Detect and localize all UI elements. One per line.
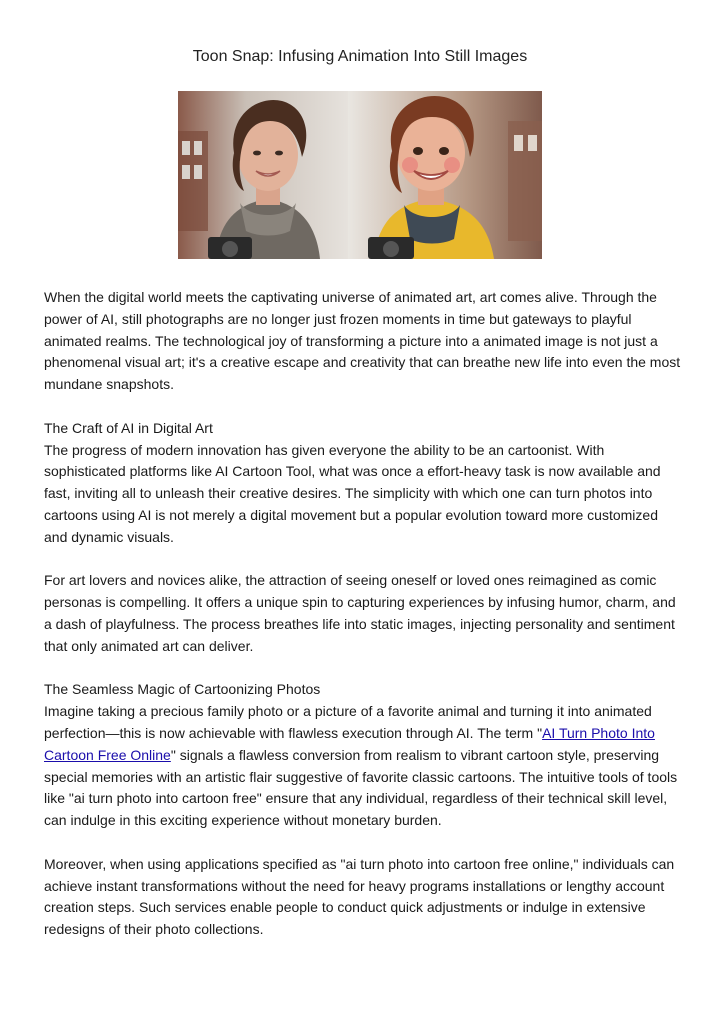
article-body [44,287,684,963]
cartoon-version [348,91,542,259]
craft-paragraph-2: For art lovers and novices alike, the attraction of seeing oneself or loved ones reimagined as comic personas is compelling. It offers a unique spin to capturing experiences by infusing humor, charm, and a dash of playfulness. The process breathes life into static images, injecting personality and sentiment that only animated art can deliver. [44,572,676,654]
ai-turn-photo-link[interactable]: AI Turn Photo Into Cartoon Free Online [44,724,655,763]
intro-paragraph: When the digital world meets the captivating universe of animated art, art comes alive. Through the power of AI, still photographs are no longer just frozen moments in time but gateways to playful animated realms. The technological joy of transforming a picture into a animated image is not just a phenomenal visual art; it's a creative escape and creativity that can breathe new life into even the most mundane snapshots. [44,289,681,393]
magic-paragraph-1 [44,701,684,832]
hero-image [178,91,542,259]
photo-to-cartoon-icon [178,91,542,259]
craft-paragraph-1: The progress of modern innovation has given everyone the ability to be an cartoonist. With sophisticated platforms like AI Cartoon Tool, what was once a effort-heavy task is now available and fast, inviting all to unleash their creative desires. The simplicity with which one can turn photos into cartoons using AI is not merely a digital movement but a popular evolution toward more customized and dynamic visuals. [44,441,661,545]
magic-paragraph-2: Moreover, when using applications specified as "ai turn photo into cartoon free online," individuals can achieve instant transformations without the need for heavy programs installations or lengthy account creation steps. Such services enable people to conduct quick adjustments or indulge in extensive redesigns of their photo collections. [44,855,675,938]
magic-paragraph-1-start: Imagine taking a precious family photo or a picture of a favorite animal and turning it into animated perfection—this is now achievable with flawless execution through AI. The term " [44,703,652,741]
section-heading-magic: The Seamless Magic of Cartoonizing Photos [44,681,321,698]
magic-paragraph-1-end: " signals a flawless conversion from realism to vibrant cartoon style, preserving special memories with an artistic flair suggestive of favorite classic cartoons. The intuitive tools of tools like "ai turn photo into cartoon free" ensure that any individual, regardless of their technical skill level, can indulge in this exciting experience without monetary burden. [44,746,678,829]
original-photo [178,91,348,259]
page-title: Toon Snap: Infusing Animation Into Still Images [192,48,528,65]
section-heading-craft: The Craft of AI in Digital Art [44,419,213,436]
